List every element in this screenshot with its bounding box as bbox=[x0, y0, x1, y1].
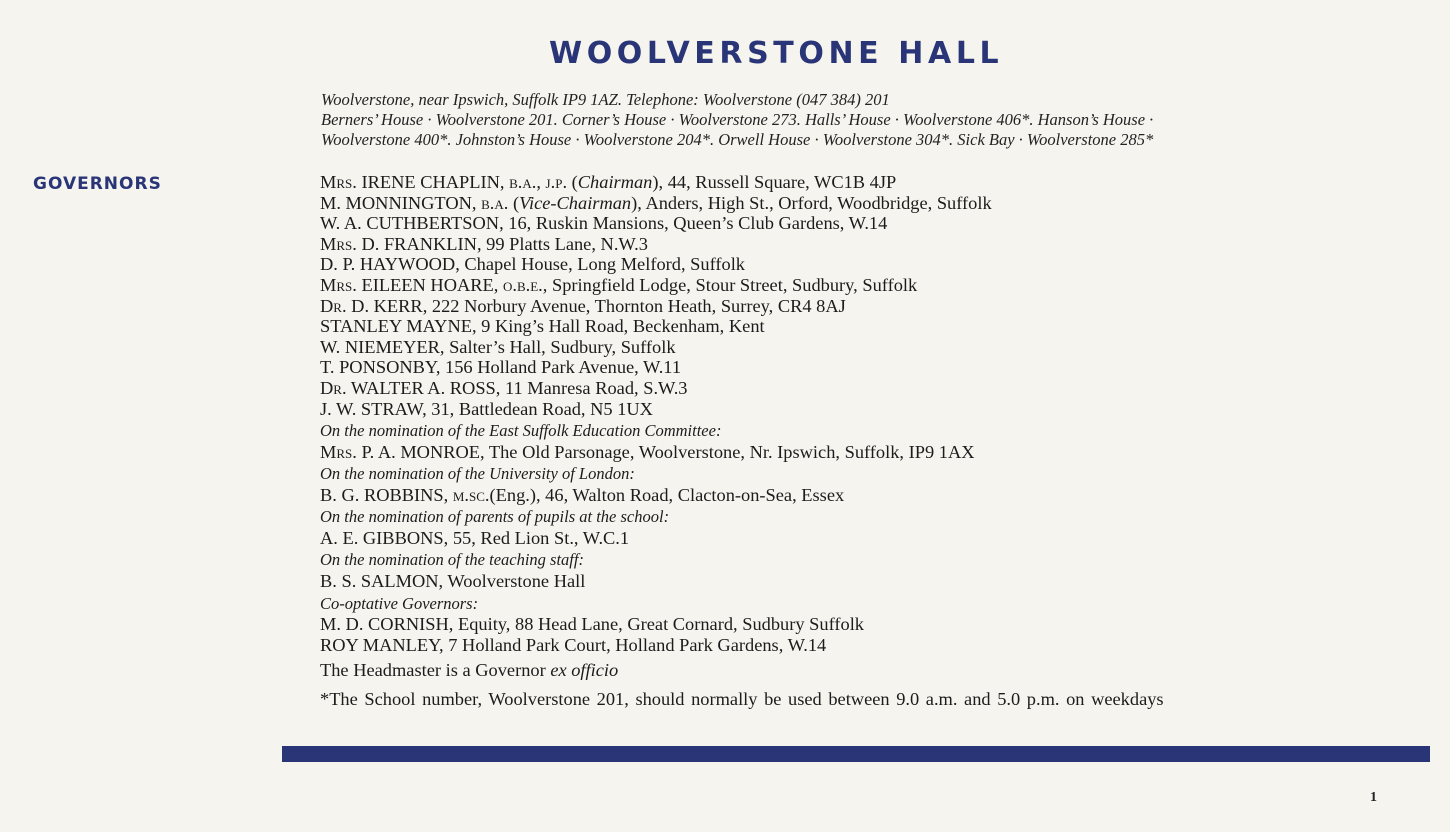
governor-address: (Eng.), 46, Walton Road, Clacton-on-Sea, Essex bbox=[489, 484, 845, 505]
nomination-heading: On the nomination of parents of pupils at the school: bbox=[320, 507, 670, 527]
governor-address: , Chapel House, Long Melford, Suffolk bbox=[455, 254, 746, 275]
nomination-heading: On the nomination of the teaching staff: bbox=[320, 550, 584, 570]
governor-address: , 44, Russell Square, WC1B 4JP bbox=[658, 172, 897, 192]
governor-address: , 11 Manresa Road, S.W.3 bbox=[495, 377, 688, 398]
governor-title: Mrs. bbox=[320, 172, 357, 192]
governor-entry bbox=[320, 614, 1420, 635]
governor-name: D. FRANKLIN bbox=[361, 233, 477, 254]
address-line: Berners’ House · Woolverstone 201. Corner’s House · Woolverstone 273. Halls’ House · Woolverstone 406*. Hanson’s House · bbox=[321, 110, 1154, 129]
governor-name: D. P. HAYWOOD bbox=[320, 254, 456, 275]
governor-name: T. PONSONBY bbox=[320, 357, 436, 378]
governor-address: , Equity, 88 Head Lane, Great Cornard, Sudbury Suffolk bbox=[448, 614, 864, 634]
nomination-heading: On the nomination of the University of London: bbox=[320, 464, 635, 484]
governor-name: P. A. MONROE bbox=[361, 441, 481, 462]
governor-name: M. D. CORNISH bbox=[320, 614, 449, 634]
ex-officio-note bbox=[320, 660, 1420, 681]
governor-entry: Mrs. IRENE CHAPLIN, b.a., j.p. (Chairman), 44, Russell Square, WC1B 4JP bbox=[320, 172, 897, 192]
governor-entry bbox=[320, 399, 1420, 420]
governor-address: , 7 Holland Park Court, Holland Park Gardens, W.14 bbox=[439, 634, 827, 655]
governor-entry bbox=[320, 571, 1420, 592]
footnote: *The School number, Woolverstone 201, should normally be used between 9.0 a.m. and 5.0 p.m. on weekdays bbox=[320, 688, 1164, 709]
governor-entry: Mrs. EILEEN HOARE, o.b.e., Springfield Lodge, Stour Street, Sudbury, Suffolk bbox=[320, 274, 918, 295]
address-block bbox=[321, 90, 1401, 150]
governor-name: A. E. GIBBONS bbox=[320, 527, 444, 548]
governor-qualifications: b.a., j.p. bbox=[509, 172, 568, 192]
governor-title: Mrs. bbox=[320, 441, 357, 462]
address-line: Woolverstone, near Ipswich, Suffolk IP9 1AZ. Telephone: Woolverstone (047 384) 201 bbox=[321, 90, 890, 109]
governors-list bbox=[320, 172, 1420, 709]
governor-title: Mrs. bbox=[320, 274, 357, 295]
governor-role: Vice-Chairman bbox=[519, 192, 632, 213]
governor-address: , Salter’s Hall, Sudbury, Suffolk bbox=[439, 336, 676, 357]
governor-name: J. W. STRAW bbox=[320, 398, 423, 419]
co-optative-heading: Co-optative Governors: bbox=[320, 593, 479, 613]
governor-address: , 31, Battledean Road, N5 1UX bbox=[422, 398, 653, 419]
governor-entry bbox=[320, 316, 1420, 337]
governor-entry: M. MONNINGTON, b.a. (Vice-Chairman), Anders, High St., Orford, Woodbridge, Suffolk bbox=[320, 192, 992, 213]
ex-officio-italic: ex officio bbox=[550, 660, 619, 681]
governor-qualifications: m.sc. bbox=[452, 484, 490, 505]
governor-name: W. A. CUTHBERTSON bbox=[320, 213, 500, 234]
governor-address: , Anders, High St., Orford, Woodbridge, Suffolk bbox=[637, 192, 992, 213]
governor-address: , 16, Ruskin Mansions, Queen’s Club Gardens, W.14 bbox=[499, 213, 888, 234]
governor-name: M. MONNINGTON bbox=[320, 192, 472, 213]
governor-qualifications: b.a. bbox=[481, 192, 509, 213]
governor-title: Dr. bbox=[320, 295, 347, 316]
governor-name: STANLEY MAYNE bbox=[320, 316, 472, 337]
section-label-governors: GOVERNORS bbox=[33, 174, 162, 194]
governor-title: Dr. bbox=[320, 377, 347, 398]
governor-entry bbox=[320, 234, 1420, 255]
governor-name: ROY MANLEY bbox=[320, 634, 440, 655]
governor-entry bbox=[320, 296, 1420, 317]
governor-name: B. S. SALMON bbox=[320, 570, 439, 591]
governor-name: WALTER A. ROSS bbox=[350, 377, 496, 398]
governor-address: , The Old Parsonage, Woolverstone, Nr. Ipswich, Suffolk, IP9 1AX bbox=[480, 441, 975, 462]
governor-name: EILEEN HOARE bbox=[361, 274, 494, 295]
nomination-heading: On the nomination of the East Suffolk Education Committee: bbox=[320, 421, 722, 441]
governor-entry bbox=[320, 442, 1420, 463]
governor-entry bbox=[320, 254, 1420, 275]
governor-entry bbox=[320, 378, 1420, 399]
governor-address: , Springfield Lodge, Stour Street, Sudbury, Suffolk bbox=[542, 274, 918, 295]
page-title: WOOLVERSTONE HALL bbox=[549, 36, 1004, 71]
divider-bar bbox=[282, 746, 1430, 762]
governor-entry bbox=[320, 357, 1420, 378]
governor-name: IRENE CHAPLIN bbox=[361, 172, 500, 192]
governor-entry bbox=[320, 528, 1420, 549]
governor-address: , 55, Red Lion St., W.C.1 bbox=[443, 527, 630, 548]
governor-entry bbox=[320, 213, 1420, 234]
governor-qualifications: o.b.e. bbox=[502, 274, 543, 295]
governor-entry: B. G. ROBBINS, m.sc.(Eng.), 46, Walton Road, Clacton-on-Sea, Essex bbox=[320, 484, 845, 505]
governor-role: Chairman bbox=[577, 172, 653, 192]
governor-entry bbox=[320, 635, 1420, 656]
governor-name: D. KERR bbox=[351, 295, 423, 316]
governor-address: , 222 Norbury Avenue, Thornton Heath, Surrey, CR4 8AJ bbox=[422, 295, 846, 316]
governor-address: , Woolverstone Hall bbox=[438, 570, 586, 591]
address-line: Woolverstone 400*. Johnston’s House · Woolverstone 204*. Orwell House · Woolverstone 304*. Sick Bay · Woolverstone 285* bbox=[321, 130, 1154, 149]
governor-name: B. G. ROBBINS bbox=[320, 484, 444, 505]
governor-entry bbox=[320, 337, 1420, 358]
governor-address: , 99 Platts Lane, N.W.3 bbox=[476, 233, 648, 254]
governor-title: Mrs. bbox=[320, 233, 357, 254]
page-number: 1 bbox=[1370, 790, 1377, 805]
governor-name: W. NIEMEYER bbox=[320, 336, 440, 357]
ex-officio-text: The Headmaster is a Governor bbox=[320, 660, 551, 681]
governor-address: , 9 King’s Hall Road, Beckenham, Kent bbox=[471, 316, 765, 337]
governor-address: , 156 Holland Park Avenue, W.11 bbox=[435, 357, 682, 378]
